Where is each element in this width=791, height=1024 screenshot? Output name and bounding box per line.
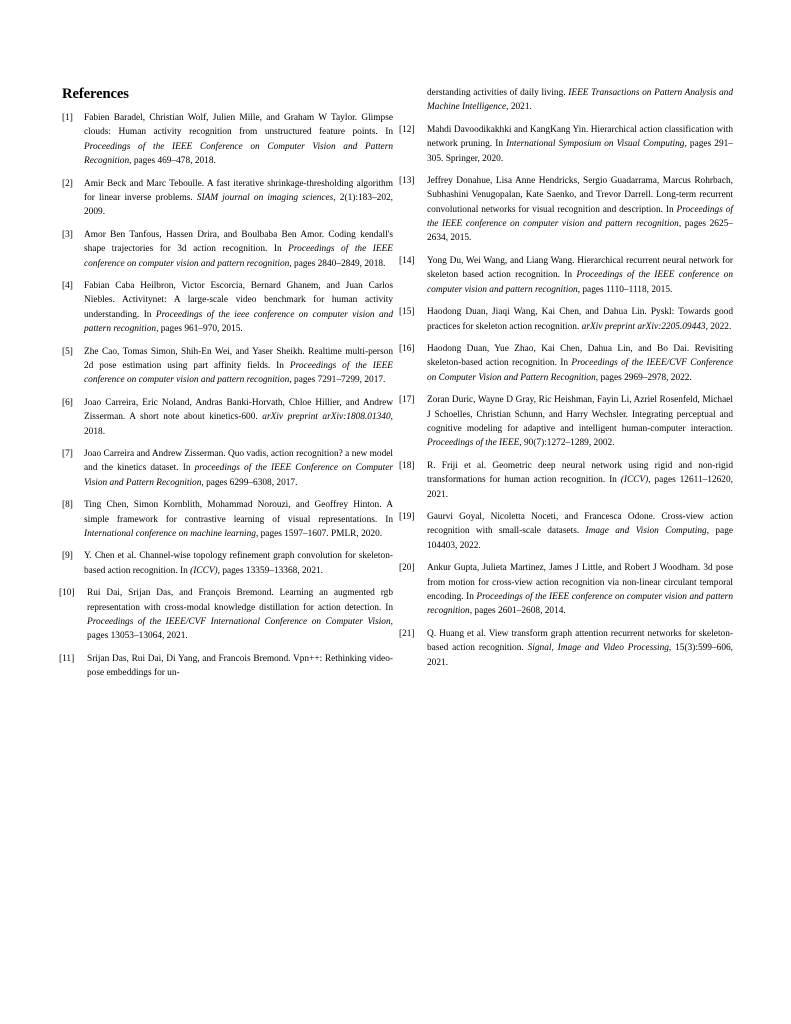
reference-text: Srijan Das, Rui Dai, Di Yang, and Francois Bremond. Vpn++: Rethinking video-pose embeddings for un- [87,653,393,679]
venue-title: IEEE Transactions on Pattern Analysis and Machine Intelligence [427,88,733,113]
reference-text: Haodong Duan, Jiaqi Wang, Kai Chen, and Dahua Lin. Pyskl: Towards good practices for skeleton action recognition. arXiv preprint arXiv:2205.09443, 2022. [427,307,733,332]
reference-number: [7] [62,449,73,460]
reference-number: [1] [62,113,73,124]
reference-number: [4] [62,281,73,292]
reference-number: [3] [62,229,73,240]
reference-number: [20] [399,563,415,574]
reference-text: Fabian Caba Heilbron, Victor Escorcia, Bernard Ghanem, and Juan Carlos Niebles. Activitynet: A large-scale video benchmark for human activity understanding. In Proceedings of the ieee conference on computer vision and pattern recognition, pages 961–970, 2015. [84,281,394,335]
venue-title: Signal, Image and Video Processing [527,643,669,654]
venue-title: Proceedings of the IEEE conference on computer vision and pattern recognition [84,360,393,386]
reference-list-right [399,123,734,670]
venue-title: arXiv preprint arXiv:2205.09443 [581,321,706,332]
reference-number: [13] [399,176,415,187]
reference-list-left [59,111,394,681]
venue-title: Proceedings of the IEEE/CVF Conference on Computer Vision and Pattern Recognition [427,358,733,383]
reference-continuation [402,86,733,115]
reference-number: [14] [399,256,415,266]
venue-title: Proceedings of the IEEE conference on computer vision and pattern recognition [427,204,733,230]
reference-entry [399,342,733,385]
left-column [59,86,394,689]
venue-title: International conference on machine learning [84,528,256,539]
reference-entry [399,510,734,553]
venue-title: (ICCV) [190,565,218,576]
reference-number: [10] [59,588,75,599]
reference-text-continued: derstanding activities of daily living. IEEE Transactions on Pattern Analysis and Machine Intelligence, 2021. [427,88,733,113]
reference-entry [399,123,733,166]
reference-entry [62,177,393,220]
reference-text: Joao Carreira, Eric Noland, Andras Banki-Horvath, Chloe Hillier, and Andrew Zisserman. A short note about kinetics-600. arXiv preprint arXiv:1808.01340, 2018. [84,397,393,437]
reference-number: [12] [399,124,415,135]
reference-number: [6] [62,397,73,408]
reference-number: [5] [62,346,73,357]
reference-entry [62,111,393,168]
venue-title: Proceedings of the IEEE conference on computer vision and pattern recognition [427,592,733,617]
reference-text: Ankur Gupta, Julieta Martinez, James J Little, and Robert J Woodham. 3d pose from motion for cross-view action recognition via non-linear circulant temporal encoding. In Proceedings of the IEEE conference on computer vision and pattern recognition, pages 2601–2608, 2014. [427,563,733,617]
reference-text: Zhe Cao, Tomas Simon, Shih-En Wei, and Yaser Sheikh. Realtime multi-person 2d pose estimation using part affinity fields. In Proceedings of the IEEE conference on computer vision and pattern recognition, pages 7291–7299, 2017. [84,346,393,386]
reference-entry [62,549,393,578]
reference-text: Fabien Baradel, Christian Wolf, Julien Mille, and Graham W Taylor. Glimpse clouds: Human activity recognition from unstructured feature points. In Proceedings of the IEEE Conference on Computer Vision and Pattern Recognition, pages 469–478, 2018. [84,113,393,167]
reference-number: [21] [399,628,415,639]
reference-text: Amor Ben Tanfous, Hassen Drira, and Boulbaba Ben Amor. Coding kendall's shape trajectories for 3d action recognition. In Proceedings of the IEEE conference on computer vision and pattern recognition, pages 2840–2849, 2018. [84,229,393,269]
reference-text: Yong Du, Wei Wang, and Liang Wang. Hierarchical recurrent neural network for skeleton based action recognition. In Proceedings of the IEEE conference on computer vision and pattern recognition, pages 1110–1118, 2015. [427,256,733,295]
reference-text: Y. Chen et al. Channel-wise topology refinement graph convolution for skeleton-based action recognition. In (ICCV), pages 13359–13368, 2021. [84,551,393,576]
reference-entry [399,459,733,502]
reference-entry [62,447,393,490]
reference-entry [62,345,393,388]
reference-text: Amir Beck and Marc Teboulle. A fast iterative shrinkage-thresholding algorithm for linear inverse problems. SIAM journal on imaging sciences, 2(1):183–202, 2009. [84,178,394,218]
reference-number: [16] [399,344,415,355]
reference-text: Haodong Duan, Yue Zhao, Kai Chen, Dahua Lin, and Bo Dai. Revisiting skeleton-based action recognition. In Proceedings of the IEEE/CVF Conference on Computer Vision and Pattern Recognition, pages 2969–2978, 2022. [427,344,733,383]
reference-number: [9] [62,551,73,562]
reference-number: [18] [399,460,415,471]
venue-title: Proceedings of the IEEE/CVF International Conference on Computer Vision [87,617,391,628]
venue-title: Proceedings of the IEEE conference on computer vision and pattern recognition [427,270,733,295]
reference-text: Zoran Duric, Wayne D Gray, Ric Heishman, Fayin Li, Azriel Rosenfeld, Michael J Schoelles, Christian Schunn, and Harry Wechsler. Integrating perceptual and cognitive modeling for adaptive and intelligent human-computer interaction. Proceedings of the IEEE, 90(7):1272–1289, 2002. [427,395,733,449]
reference-entry [399,305,733,334]
reference-text: Ting Chen, Simon Kornblith, Mohammad Norouzi, and Geoffrey Hinton. A simple framework for contrastive learning of visual representations. In International conference on machine learning, pages 1597–1607. PMLR, 2020. [84,500,393,539]
reference-entry [59,652,393,681]
reference-text: Joao Carreira and Andrew Zisserman. Quo vadis, action recognition? a new model and the kinetics dataset. In proceedings of the IEEE Conference on Computer Vision and Pattern Recognition, pages 6299–6308, 2017. [84,449,393,488]
page-title: References [62,86,129,102]
reference-entry [399,627,733,670]
venue-title: SIAM journal on imaging sciences [196,192,334,203]
reference-number: [17] [399,395,415,406]
venue-title: Image and Vision Computing [585,526,707,537]
reference-entry [399,254,733,297]
reference-entry [399,393,733,450]
reference-entry [62,279,393,336]
venue-title: (ICCV) [620,475,649,486]
reference-text: Gaurvi Goyal, Nicoletta Noceti, and Francesca Odone. Cross-view action recognition with small-scale datasets. Image and Vision Computing, page 104403, 2022. [427,512,734,551]
reference-number: [2] [62,178,73,189]
reference-entry [62,498,393,541]
reference-text: R. Friji et al. Geometric deep neural network using rigid and non-rigid transformations for human action recognition. In (ICCV), pages 12611–12620, 2021. [427,460,733,500]
reference-entry [399,561,733,618]
reference-text: Mahdi Davoodikakhki and KangKang Yin. Hierarchical action classification with network pruning. In International Symposium on Visual Computing, pages 291–305. Springer, 2020. [427,124,733,164]
venue-title: Proceedings of the ieee conference on computer vision and pattern recognition [84,309,394,335]
reference-entry [59,586,393,643]
venue-title: International Symposium on Visual Computing [506,139,685,150]
reference-number: [15] [399,307,415,318]
reference-number: [8] [62,500,73,511]
reference-entry [62,228,393,271]
venue-title: Proceedings of the IEEE [427,438,520,449]
reference-text: Rui Dai, Srijan Das, and François Bremond. Learning an augmented rgb representation with cross-modal knowledge distillation for action detection. In Proceedings of the IEEE/CVF International Conference on Computer Vision, pages 13053–13064, 2021. [87,588,393,642]
right-column [399,86,734,678]
reference-entry [399,174,733,246]
reference-text: Q. Huang et al. View transform graph attention recurrent networks for skeleton-based action recognition. Signal, Image and Video Processing, 15(3):599–606, 2021. [427,628,733,668]
venue-title: Proceedings of the IEEE conference on computer vision and pattern recognition [84,244,393,269]
reference-text: Jeffrey Donahue, Lisa Anne Hendricks, Sergio Guadarrama, Marcus Rohrbach, Subhashini Venugopalan, Kate Saenko, and Trevor Darrell. Long-term recurrent convolutional networks for visual recognition and description. In Proceedings of the IEEE conference on computer vision and pattern recognition, pages 2625–2634, 2015. [427,176,733,244]
venue-title: arXiv preprint arXiv:1808.01340 [262,412,391,423]
venue-title: proceedings of the IEEE Conference on Computer Vision and Pattern Recognition [84,463,393,488]
reference-number: [19] [399,512,415,523]
reference-entry [62,396,393,439]
reference-number: [11] [59,653,75,664]
venue-title: Proceedings of the IEEE Conference on Computer Vision and Pattern Recognition [84,141,393,167]
